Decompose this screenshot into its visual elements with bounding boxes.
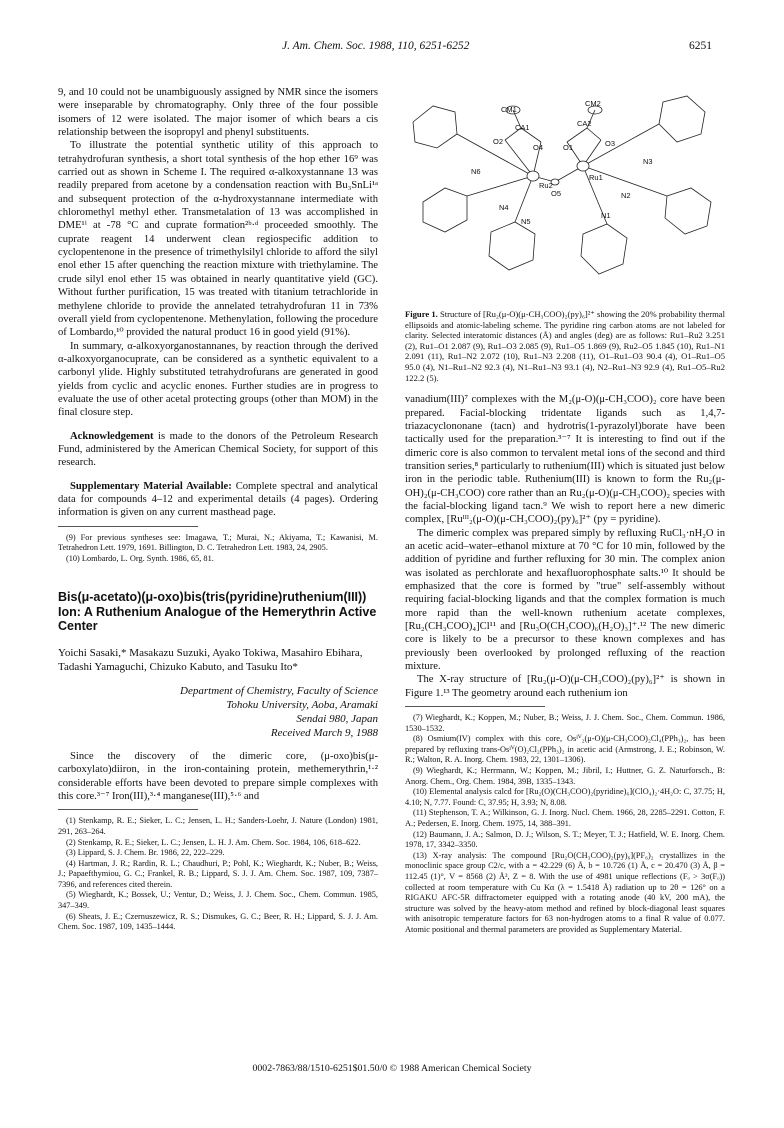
paragraph: The dimeric complex was prepared simply by refluxing RuCl₃·nH₂O in an acetic acid–water–ethanol mixture at 70 °C for 10 min, followed by the addition of pyridine and further refluxing for 30 min. The complex anion was isolated as perchlorate and hexafluorophosphate salts.¹⁰ It should be emphasized that the core is formed by "true" self-assembly without requiring facial-blocking ligands and that the complex formation is much more rapid than the well-known ruthenium acetate complexes, [Ru₂(CH₃COO)₄]Cl¹¹ and [Ru₃O(CH₃COO)₆(H₂O)₃]⁺.¹² The new dimeric core is likely to be a precursor to these known complexes and has previously been overlooked by prolonged refluxing of the reaction mixture. bbox=[405, 527, 725, 673]
right-column bbox=[405, 306, 725, 936]
reference: (6) Sheats, J. E.; Czernuszewicz, R. S.; Dismukes, G. C.; Beer, R. H.; Lippard, S. J. J. Am. Chem. Soc. 1987, 109, 1435–1444. bbox=[58, 911, 378, 932]
figure-1 bbox=[405, 84, 725, 284]
references-right bbox=[405, 713, 725, 935]
supplementary-heading: Supplementary Material Available: bbox=[70, 480, 232, 492]
atom-label: CM1 bbox=[501, 105, 517, 114]
supplementary-material: Supplementary Material Available: Complete spectral and analytical data for compounds 4–12 and experimental details (4 pages). Ordering information is given on any current masthead page. bbox=[58, 480, 378, 519]
atom-label: O5 bbox=[551, 189, 562, 198]
reference: (3) Lippard, S. J. Chem. Br. 1986, 22, 222–229. bbox=[66, 848, 225, 858]
footnote-rule bbox=[58, 809, 198, 810]
page-number: 6251 bbox=[689, 40, 712, 52]
atom-label: O2 bbox=[493, 137, 504, 146]
footnote-rule bbox=[405, 706, 545, 707]
affiliation: Department of Chemistry, Faculty of Science Tohoku University, Aoba, Aramaki Sendai 980, Japan Received March 9, 1988 bbox=[58, 684, 378, 740]
reference: (12) Baumann, J. A.; Salmon, D. J.; Wilson, S. T.; Meyer, T. J.; Hatfield, W. E. Inorg. Chem. 1978, 17, 3342–3350. bbox=[405, 829, 725, 850]
footnotes-prev bbox=[58, 533, 378, 565]
reference: (10) Elemental analysis calcd for [Ru₂(O)(CH₃COO)₂(pyridine)₆](ClO₄)₂·4H₂O: C, 37.75; H, 4.10; N, 7.77. Found: C, 37.95; H, 3.93; N, 8.08. bbox=[405, 787, 725, 807]
acknowledgement-heading: Acknowledgement bbox=[70, 430, 154, 442]
atom-label: N3 bbox=[643, 157, 653, 166]
atom-label: N1 bbox=[601, 211, 611, 220]
ortep-structure-drawing bbox=[405, 84, 725, 294]
footnote-rule bbox=[58, 526, 198, 527]
article-title: Bis(μ-acetato)(μ-oxo)bis(tris(pyridine)ruthenium(III)) Ion: A Ruthenium Analogue of the Hemerythrin Active Center bbox=[58, 590, 377, 634]
paragraph: To illustrate the potential synthetic utility of this approach to tetrahydrofuran synthesis, a short total synthesis of the hop ether 16⁹ was carried out as shown in Scheme I. The required α-alkoxystannane 13 was readily prepared from acetone by a condensation reaction with Bu₃SnLi¹ᵃ and subsequent protection of the α-hydroxystannane intermediate with chloromethyl methyl ether. Transmetalation of 13 was accomplished in DME¹ⁱ at -78 °C and cuprate formation²ᵇ·ᵈ proceeded smoothly. The cuprate reagent 14 underwent clean regiospecific addition to cyclopentenone in the presence of trimethylsilyl chloride to afford the silyl enol ether 15 after quenching the reaction mixture with triethylamine. The crude silyl enol ether 15 was obtained in nearly quantitative yield (GC). Without further purification, 15 was treated with titanium tetrachloride in methylene chloride to provide the annelated tetrahydrofuran 11 in 73% overall yield from cyclopentenone. Methenylation, following the procedure of Lombardo,¹⁰ provided the natural product 16 in good yield (91%). bbox=[58, 140, 378, 339]
footnote: (10) Lombardo, L. Org. Synth. 1986, 65, 81. bbox=[66, 553, 214, 563]
reference: (1) Stenkamp, R. E.; Sieker, L. C.; Jensen, L. H.; Sanders-Loehr, J. Nature (London) 1981, 291, 263–264. bbox=[58, 816, 378, 836]
reference: (13) X-ray analysis: The compound [Ru₂O(CH₃COO)₂(py)₆](PF₆)₂ crystallizes in the monoclinic space group C2/c, with a = 42.229 (6) Å, b = 10.726 (1) Å, c = 20.470 (3) Å, β = 112.45 (1)°, V = 8568 (2) Å³, Z = 8. With the use of 4981 unique reflections (Fₒ > 3σ(Fₒ)) collected at room temperature with Cu Kα (λ = 1.5418 Å) radiation up to 2θ = 126° on a RIGAKU AFC-5R diffractometer equipped with a rotating anode (40 kV, 200 mA), the structure was solved by the heavy-atom method and refined by block-diagonal least squares with anisotropic temperature factors for 63 non-hydrogen atoms to a final R value of 0.077. Atomic positional and thermal parameters are provided as Supplementary Material. bbox=[405, 850, 725, 934]
paragraph: In summary, α-alkoxyorganostannanes, by reaction through the derived α-alkoxyorganocuprate, can be considered as a synthetic equivalent to a carbonyl ylide. Highly substituted tetrahydrofurans are generated in good yields from cyclic and acyclic enones. Further studies are in progress to evaluate the use of other acetal protecting groups (other than MOM) in the final closure step. bbox=[58, 340, 378, 419]
atom-label: Ru2 bbox=[539, 181, 553, 190]
references-left bbox=[58, 816, 378, 933]
atom-label: O4 bbox=[533, 143, 544, 152]
atom-label: O1 bbox=[563, 143, 574, 152]
atom-label: Ru1 bbox=[589, 173, 603, 182]
received-date: Received March 9, 1988 bbox=[270, 726, 378, 739]
atom-label: N6 bbox=[471, 167, 481, 176]
atom-label: CA2 bbox=[577, 119, 592, 128]
page-footer: 0002-7863/88/1510-6251$01.50/0 © 1988 American Chemical Society bbox=[252, 1063, 532, 1074]
reference: (8) Osmium(IV) complex with this core, Osᴵⱽ₂(μ-O)(μ-CH₃COO)₂Cl₄(PPh₃)₂, has been prepared by refluxing trans-Osᴵⱽ(O)₂Cl₂(PPh₃)₂ in acetic acid (Armstrong, J. E.; Robinson, W. R.; Walton, R. A. Inorg. Chem. 1983, 22, 1301–1306). bbox=[405, 734, 725, 765]
left-column bbox=[58, 86, 378, 933]
paragraph: Since the discovery of the dimeric core, (μ-oxo)bis(μ-carboxylato)diiron, in the iron-containing protein, methemerythrin,¹·² considerable efforts have been devoted to prepare simple complexes with this core.³⁻⁷ Iron(III),³·⁴ manganese(III),⁵·⁶ and bbox=[58, 750, 378, 802]
acknowledgement: Acknowledgement is made to the donors of the Petroleum Research Fund, administered by the American Chemical Society, for support of this research. bbox=[58, 430, 378, 469]
author-list: Yoichi Sasaki,* Masakazu Suzuki, Ayako Tokiwa, Masahiro Ebihara, Tadashi Yamaguchi, Chizuko Kabuto, and Tasuku Ito* bbox=[58, 646, 363, 673]
reference: (5) Wieghardt, K.; Bossek, U.; Ventur, D.; Weiss, J. J. Chem. Soc., Chem. Commun. 1985, 347–349. bbox=[58, 890, 378, 911]
atom-label: N2 bbox=[621, 191, 631, 200]
atom-label: CM2 bbox=[585, 99, 601, 108]
reference: (2) Stenkamp, R. E.; Sieker, L. C.; Jensen, L. H. J. Am. Chem. Soc. 1984, 106, 618–622. bbox=[66, 837, 361, 847]
paragraph: The X-ray structure of [Ru₂(μ-O)(μ-CH₃COO)₂(py)₆]²⁺ is shown in Figure 1.¹³ The geometry around each ruthenium ion bbox=[405, 674, 725, 699]
reference: (11) Stephenson, T. A.; Wilkinson, G. J. Inorg. Nucl. Chem. 1966, 28, 2285–2291. Cotton, F. A.; Pedersen, E. Inorg. Chem. 1975, 14, 388–391. bbox=[405, 808, 725, 828]
reference: (9) Wieghardt, K.; Herrmann, W.; Koppen, M.; Jibril, I.; Huttner, G. Z. Naturforsch., B: Anorg. Chem., Org. Chem. 1984, 39B, 1335–1343. bbox=[405, 766, 725, 786]
atom-label: O3 bbox=[605, 139, 616, 148]
reference: (7) Wieghardt, K.; Koppen, M.; Nuber, B.; Weiss, J. J. Chem. Soc., Chem. Commun. 1986, 1530–1532. bbox=[405, 713, 725, 733]
atom-label: N5 bbox=[521, 217, 531, 226]
figure-caption: Figure 1. Structure of [Ru₂(μ-O)(μ-CH₃COO)₂(py)₆]²⁺ showing the 20% probability thermal ellipsoids and atomic-labeling scheme. The pyridine ring carbon atoms are not labeled for clarity. Selected interatomic distances (Å) and angles (deg) are as follows: Ru1–Ru2 3.251 (2), Ru1–O1 2.087 (9), Ru1–O3 2.085 (9), Ru1–O5 1.869 (9), Ru2–O5 1.845 (10), Ru1–N1 2.091 (11), Ru1–N2 2.072 (10), Ru1–N3 2.208 (11), O1–Ru1–O3 90.4 (4), O1–Ru1–O5 95.0 (4), N1–Ru1–N2 92.3 (4), N1–Ru1–N3 93.1 (4), N2–Ru1–N3 92.9 (4), Ru1–O5–Ru2 122.2 (5). bbox=[405, 309, 726, 383]
journal-citation: J. Am. Chem. Soc. 1988, 110, 6251-6252 bbox=[282, 40, 470, 52]
atom-label: CA1 bbox=[515, 123, 530, 132]
footnote: (9) For previous syntheses see: Imagawa, T.; Murai, N.; Akiyama, T.; Kawanisi, M. Tetrahedron Lett. 1979, 1691. Billington, D. C. Tetrahedron Lett. 1983, 24, 2905. bbox=[58, 532, 378, 553]
paragraph: vanadium(III)⁷ complexes with the M₂(μ-O)(μ-CH₃COO)₂ core have been prepared. Facial-blocking tridentate ligands such as 1,4,7-triazacyclononane (tacn) and hydrotris(1-pyrazolyl)borate have been tactically used for the preparation.³⁻⁷ It is interesting to find out if the dimeric core is also common to tervalent metal ions of the second and third transition series,⁸ particularly to ruthenium(III) which is situated just below iron in the periodic table. Ruthenium(III) is known to form the Ru₂(μ-OH)₂(μ-CH₃COO) core rather than an Ru₂(μ-O)(μ-CH₃COO)₂ species with the facial-blocking ligand tacn.⁹ We wish to report here a new dimeric complex, [Ruᴵᴵᴵ₂(μ-O)(μ-CH₃COO)₂(py)₆]²⁺ (py = pyridine). bbox=[405, 394, 725, 526]
paragraph: 9, and 10 could not be unambiguously assigned by NMR since the isomers were inseparable by chromatography. Only three of the four possible isomers of 12 were isolated. The major isomer of which bears a cis relationship between the isopropyl and phenyl substituents. bbox=[58, 87, 378, 139]
reference: (4) Hartman, J. R.; Rardin, R. L.; Chaudhuri, P.; Pohl, K.; Wieghardt, K.; Nuber, B.; Weiss, J.; Papaefthymiou, G. C.; Frankel, R. B.; Lippard, S. J. J. Am. Chem. Soc. 1987, 109, 7387–7396, and references cited therein. bbox=[58, 858, 378, 889]
atom-label: N4 bbox=[499, 203, 509, 212]
